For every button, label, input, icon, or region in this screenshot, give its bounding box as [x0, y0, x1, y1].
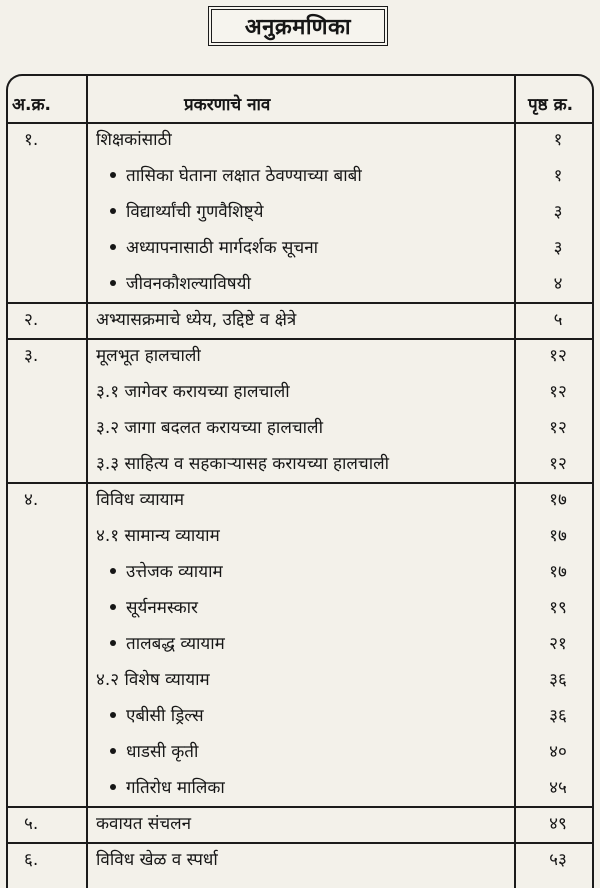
toc-row: [0, 811, 600, 847]
toc-row-title: शिक्षकांसाठी: [96, 130, 172, 150]
toc-row: [0, 847, 600, 883]
toc-row-title: कवायत संचलन: [96, 814, 192, 834]
bullet-icon: [110, 208, 116, 214]
toc-row-page: ३: [553, 238, 563, 258]
header-chapter-name: प्रकरणाचे नाव: [184, 95, 271, 115]
toc-row: [0, 127, 600, 163]
toc-row-page: १: [553, 166, 563, 186]
toc-row-page: ४५: [549, 778, 567, 798]
toc-row-page: १७: [549, 562, 567, 582]
toc-row: [0, 235, 600, 271]
toc-row-title: विद्यार्थ्यांची गुणवैशिष्ट्ये: [126, 202, 264, 222]
bullet-icon: [110, 748, 116, 754]
toc-row: [0, 775, 600, 811]
toc-row: [0, 451, 600, 487]
toc-row-title: विविध खेळ व स्पर्धा: [96, 850, 218, 870]
toc-row-title: गतिरोध मालिका: [126, 778, 225, 798]
bullet-icon: [110, 784, 116, 790]
toc-row-page: १२: [549, 418, 567, 438]
bullet-icon: [110, 244, 116, 250]
toc-row-page: १७: [549, 490, 567, 510]
toc-row: [0, 307, 600, 343]
bullet-icon: [110, 280, 116, 286]
toc-row-title: ४.२ विशेष व्यायाम: [96, 670, 210, 690]
toc-row-page: ५३: [549, 850, 567, 870]
toc-row: [0, 523, 600, 559]
toc-row-title: विविध व्यायाम: [96, 490, 185, 510]
header-page-no: पृष्ठ क्र.: [528, 95, 574, 115]
toc-row-title: धाडसी कृती: [126, 742, 199, 762]
toc-row: [0, 595, 600, 631]
toc-row-title: एबीसी ड्रिल्स: [126, 706, 204, 726]
toc-row-title: तासिका घेताना लक्षात ठेवण्याच्या बाबी: [126, 166, 362, 186]
toc-row: [0, 343, 600, 379]
toc-row: [0, 415, 600, 451]
toc-row-title: ३.१ जागेवर करायच्या हालचाली: [96, 382, 290, 402]
toc-row: [0, 703, 600, 739]
toc-row: [0, 379, 600, 415]
toc-row-number: ५.: [24, 814, 39, 834]
bullet-icon: [110, 640, 116, 646]
header-divider: [7, 122, 593, 124]
toc-row-page: १९: [549, 598, 567, 618]
toc-row-title: अध्यापनासाठी मार्गदर्शक सूचना: [126, 238, 319, 258]
toc-row-page: ४०: [549, 742, 567, 762]
bullet-icon: [110, 604, 116, 610]
toc-row-page: १७: [549, 526, 567, 546]
bullet-icon: [110, 712, 116, 718]
toc-row-title: उत्तेजक व्यायाम: [126, 562, 223, 582]
toc-row-number: ४.: [24, 490, 39, 510]
toc-row-title: ४.१ सामान्य व्यायाम: [96, 526, 220, 546]
toc-row-number: २.: [24, 310, 39, 330]
toc-row-number: ३.: [24, 346, 39, 366]
bullet-icon: [110, 568, 116, 574]
toc-row-page: ३६: [549, 670, 567, 690]
toc-row-title: ३.२ जागा बदलत करायच्या हालचाली: [96, 418, 323, 438]
page-title: अनुक्रमणिका: [208, 6, 388, 46]
toc-row-number: १.: [24, 130, 39, 150]
toc-row: [0, 199, 600, 235]
toc-row-page: १२: [549, 382, 567, 402]
toc-row-page: १: [553, 130, 563, 150]
toc-row: [0, 739, 600, 775]
toc-row-page: ४: [553, 274, 563, 294]
toc-row-title: तालबद्ध व्यायाम: [126, 634, 225, 654]
toc-row: [0, 271, 600, 307]
toc-row-page: २१: [549, 634, 567, 654]
toc-row-page: ३: [553, 202, 563, 222]
toc-row-title: ३.३ साहित्य व सहकाऱ्यासह करायच्या हालचाली: [96, 454, 390, 474]
toc-row-page: ४९: [549, 814, 567, 834]
toc-row-title: मूलभूत हालचाली: [96, 346, 201, 366]
toc-row: [0, 559, 600, 595]
toc-row: [0, 631, 600, 667]
toc-row: [0, 487, 600, 523]
bullet-icon: [110, 172, 116, 178]
toc-row-page: ३६: [549, 706, 567, 726]
toc-row: [0, 667, 600, 703]
toc-row-title: सूर्यनमस्कार: [126, 598, 198, 618]
header-serial-no: अ.क्र.: [12, 95, 51, 115]
toc-row-page: १२: [549, 346, 567, 366]
toc-row-page: १२: [549, 454, 567, 474]
toc-row-title: जीवनकौशल्याविषयी: [126, 274, 251, 294]
toc-row-title: अभ्यासक्रमाचे ध्येय, उद्दिष्टे व क्षेत्रे: [96, 310, 297, 330]
toc-row-number: ६.: [24, 850, 39, 870]
toc-row: [0, 163, 600, 199]
toc-row-page: ५: [553, 310, 563, 330]
